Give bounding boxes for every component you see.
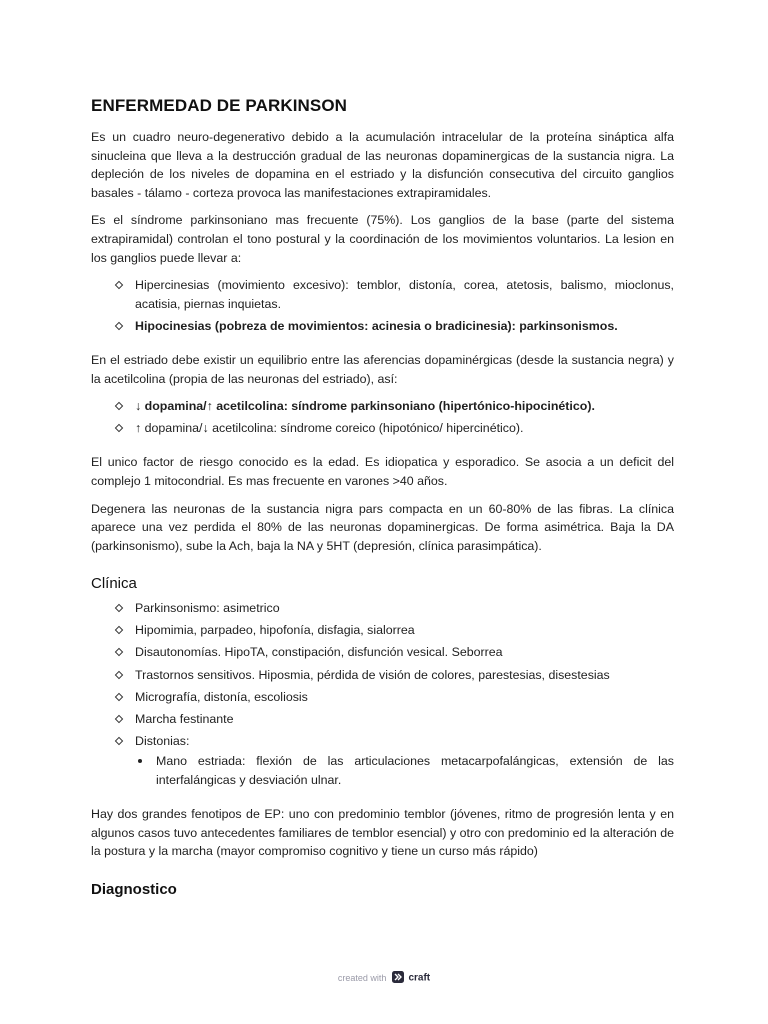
diamond-bullet-icon <box>115 322 123 330</box>
diamond-bullet-icon <box>115 604 123 612</box>
list-item <box>91 643 674 662</box>
diamond-bullet-icon <box>115 626 123 634</box>
distonias-sublist <box>135 752 674 789</box>
list-item-text: Distonias: <box>135 733 190 748</box>
spacer <box>91 441 674 453</box>
list-item <box>91 666 674 685</box>
sublist-item <box>135 752 674 789</box>
footer <box>0 971 768 985</box>
fenotipos-paragraph: Hay dos grandes fenotipos de EP: uno con predominio temblor (jóvenes, ritmo de progresión lenta y en algunos casos tuvo antecedentes familiares de temblor esencial) y otro con predominio ed la alteración de la postura y la marcha (mayor compromiso cognitivo y tiene un curso más rápido) <box>91 807 674 859</box>
list-item-text: Marcha festinante <box>135 711 234 726</box>
section-heading-diagnostico: Diagnostico <box>91 880 177 898</box>
craft-logo-icon <box>392 971 404 985</box>
spacer <box>91 339 674 351</box>
diamond-bullet-icon <box>115 692 123 700</box>
list-item-text: Micrografía, distonía, escoliosis <box>135 689 308 704</box>
intro-paragraph-1: Es un cuadro neuro-degenerativo debido a la acumulación intracelular de la proteína sináptica alfa sinucleina que lleva a la destrucción gradual de las neuronas dopaminergicas de la sustancia nigra. La depleción de los niveles de dopamina en el estriado y la disfunción consecutiva del circuito ganglios basales - tálamo - corteza provoca las manifestaciones extrapiramidales. <box>91 130 674 200</box>
spacer <box>91 793 674 805</box>
list-item <box>91 317 674 336</box>
document-body <box>91 96 674 905</box>
list-item <box>91 599 674 618</box>
list-item <box>91 621 674 640</box>
list-item <box>91 688 674 707</box>
ganglia-lesion-list <box>91 276 674 335</box>
list-item-text: ↓ dopamina/↑ acetilcolina: síndrome parkinsoniano (hipertónico-hipocinético). <box>135 399 595 414</box>
footer-created-with: created with <box>337 973 387 983</box>
diamond-bullet-icon <box>115 402 123 410</box>
list-item <box>91 710 674 729</box>
list-item-text: Parkinsonismo: asimetrico <box>135 601 280 616</box>
intro-paragraph-2: Es el síndrome parkinsoniano mas frecuente (75%). Los ganglios de la base (parte del sistema extrapiramidal) controlan el tono postural y la coordinación de los movimientos voluntarios. La lesion en los ganglios puede llevar a: <box>91 213 674 265</box>
intro-paragraph-3: En el estriado debe existir un equilibrio entre las aferencias dopaminérgicas (desde la sustancia negra) y la acetilcolina (propia de las neuronas del estriado), así: <box>91 352 674 386</box>
balance-list <box>91 397 674 438</box>
list-item <box>91 276 674 313</box>
list-item-text: Disautonomías. HipoTA, constipación, disfunción vesical. Seborrea <box>135 645 503 660</box>
list-item-text: Trastornos sensitivos. Hiposmia, pérdida de visión de colores, parestesias, disestesias <box>135 667 610 682</box>
page-title: ENFERMEDAD DE PARKINSON <box>91 96 348 115</box>
clinica-list <box>91 599 674 789</box>
list-item <box>91 397 674 416</box>
list-item-text: Hipercinesias (movimiento excesivo): temblor, distonía, corea, atetosis, balismo, mioclonus, acatisia, piernas inquietas. <box>135 278 674 311</box>
diamond-bullet-icon <box>115 424 123 432</box>
diamond-bullet-icon <box>115 737 123 745</box>
list-item-text: Hipomimia, parpadeo, hipofonía, disfagia, sialorrea <box>135 623 415 638</box>
list-item-text: Hipocinesias (pobreza de movimientos: acinesia o bradicinesia): parkinsonismos. <box>135 318 618 333</box>
section-heading-clinica: Clínica <box>91 575 137 593</box>
list-item-text: ↑ dopamina/↓ acetilcolina: síndrome coreico (hipotónico/ hipercinético). <box>135 421 524 436</box>
dot-bullet-icon <box>138 759 142 763</box>
intro-paragraph-4: El unico factor de riesgo conocido es la edad. Es idiopatica y esporadico. Se asocia a un deficit del complejo 1 mitocondrial. Es mas frecuente en varones >40 años. <box>91 455 674 488</box>
diamond-bullet-icon <box>115 670 123 678</box>
diamond-bullet-icon <box>115 281 123 289</box>
list-item <box>91 419 674 438</box>
diamond-bullet-icon <box>115 715 123 723</box>
intro-paragraph-5: Degenera las neuronas de la sustancia nigra pars compacta en un 60-80% de las fibras. La clínica aparece una vez perdida el 80% de las neuronas dopaminergicas. De forma asimétrica. Baja la DA (parkinsonismo), sube la Ach, baja la NA y 5HT (depresión, clínica parasimpática). <box>91 501 674 553</box>
footer-brand: craft <box>408 972 431 984</box>
sublist-item-text: Mano estriada: flexión de las articulaciones metacarpofalángicas, extensión de las interfalángicas y desviación ulnar. <box>156 754 674 788</box>
list-item <box>91 732 674 790</box>
diamond-bullet-icon <box>115 648 123 656</box>
